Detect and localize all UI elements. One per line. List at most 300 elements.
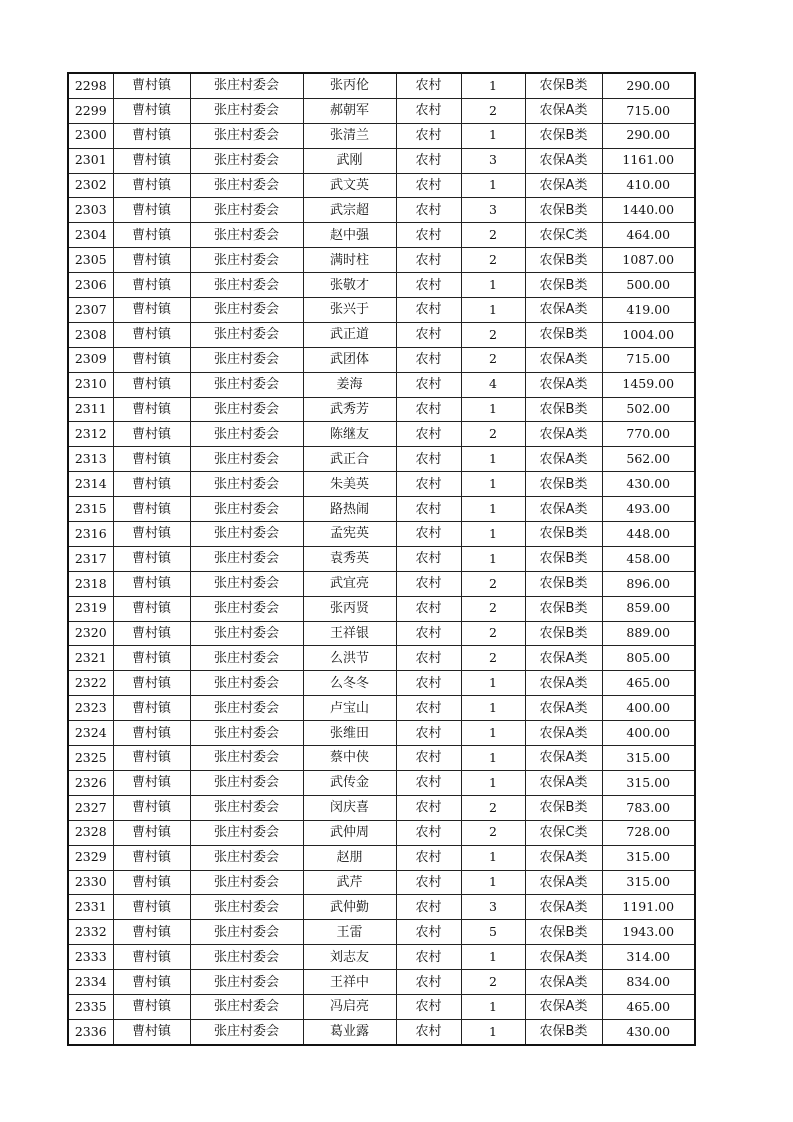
town-cell: 曹村镇 — [113, 497, 190, 522]
town-cell: 曹村镇 — [113, 123, 190, 148]
row-number-cell: 2317 — [68, 546, 113, 571]
insurance-category-cell: 农保A类 — [525, 895, 602, 920]
person-count-cell: 2 — [461, 571, 525, 596]
village-committee-cell: 张庄村委会 — [190, 98, 303, 123]
village-committee-cell: 张庄村委会 — [190, 73, 303, 98]
name-cell: 郝朝军 — [303, 98, 396, 123]
household-type-cell: 农村 — [396, 148, 461, 173]
person-count-cell: 3 — [461, 895, 525, 920]
table-row — [68, 671, 695, 696]
amount-cell: 419.00 — [602, 298, 695, 323]
insurance-category-cell: 农保B类 — [525, 273, 602, 298]
village-committee-cell: 张庄村委会 — [190, 646, 303, 671]
person-count-cell: 1 — [461, 397, 525, 422]
row-number-cell: 2325 — [68, 746, 113, 771]
town-cell: 曹村镇 — [113, 98, 190, 123]
village-committee-cell: 张庄村委会 — [190, 721, 303, 746]
village-committee-cell: 张庄村委会 — [190, 546, 303, 571]
table-row — [68, 372, 695, 397]
name-cell: 武宗超 — [303, 198, 396, 223]
row-number-cell: 2308 — [68, 322, 113, 347]
village-committee-cell: 张庄村委会 — [190, 447, 303, 472]
person-count-cell: 4 — [461, 372, 525, 397]
amount-cell: 1440.00 — [602, 198, 695, 223]
household-type-cell: 农村 — [396, 497, 461, 522]
row-number-cell: 2336 — [68, 1019, 113, 1044]
row-number-cell: 2303 — [68, 198, 113, 223]
table-row — [68, 895, 695, 920]
name-cell: 武秀芳 — [303, 397, 396, 422]
amount-cell: 448.00 — [602, 522, 695, 547]
insurance-category-cell: 农保A类 — [525, 372, 602, 397]
household-type-cell: 农村 — [396, 820, 461, 845]
table-row — [68, 870, 695, 895]
name-cell: 么冬冬 — [303, 671, 396, 696]
name-cell: 张丙伦 — [303, 73, 396, 98]
person-count-cell: 1 — [461, 770, 525, 795]
village-committee-cell: 张庄村委会 — [190, 795, 303, 820]
insurance-category-cell: 农保A类 — [525, 845, 602, 870]
town-cell: 曹村镇 — [113, 696, 190, 721]
household-type-cell: 农村 — [396, 845, 461, 870]
person-count-cell: 1 — [461, 994, 525, 1019]
household-type-cell: 农村 — [396, 173, 461, 198]
amount-cell: 1004.00 — [602, 322, 695, 347]
person-count-cell: 2 — [461, 646, 525, 671]
amount-cell: 290.00 — [602, 123, 695, 148]
table-row — [68, 347, 695, 372]
village-committee-cell: 张庄村委会 — [190, 1019, 303, 1044]
household-type-cell: 农村 — [396, 596, 461, 621]
insurance-category-cell: 农保B类 — [525, 73, 602, 98]
name-cell: 武团体 — [303, 347, 396, 372]
name-cell: 闵庆喜 — [303, 795, 396, 820]
row-number-cell: 2330 — [68, 870, 113, 895]
insurance-category-cell: 农保A类 — [525, 422, 602, 447]
name-cell: 冯启亮 — [303, 994, 396, 1019]
person-count-cell: 1 — [461, 298, 525, 323]
person-count-cell: 2 — [461, 98, 525, 123]
table-row — [68, 820, 695, 845]
row-number-cell: 2299 — [68, 98, 113, 123]
amount-cell: 502.00 — [602, 397, 695, 422]
village-committee-cell: 张庄村委会 — [190, 970, 303, 995]
town-cell: 曹村镇 — [113, 372, 190, 397]
village-committee-cell: 张庄村委会 — [190, 845, 303, 870]
row-number-cell: 2298 — [68, 73, 113, 98]
person-count-cell: 1 — [461, 73, 525, 98]
table-row — [68, 397, 695, 422]
person-count-cell: 3 — [461, 198, 525, 223]
insurance-category-cell: 农保A类 — [525, 970, 602, 995]
row-number-cell: 2321 — [68, 646, 113, 671]
name-cell: 满时柱 — [303, 248, 396, 273]
name-cell: 张清兰 — [303, 123, 396, 148]
town-cell: 曹村镇 — [113, 646, 190, 671]
household-type-cell: 农村 — [396, 372, 461, 397]
row-number-cell: 2311 — [68, 397, 113, 422]
name-cell: 朱美英 — [303, 472, 396, 497]
amount-cell: 290.00 — [602, 73, 695, 98]
person-count-cell: 2 — [461, 596, 525, 621]
town-cell: 曹村镇 — [113, 546, 190, 571]
amount-cell: 783.00 — [602, 795, 695, 820]
insurance-category-cell: 农保B类 — [525, 546, 602, 571]
town-cell: 曹村镇 — [113, 621, 190, 646]
town-cell: 曹村镇 — [113, 795, 190, 820]
row-number-cell: 2305 — [68, 248, 113, 273]
village-committee-cell: 张庄村委会 — [190, 372, 303, 397]
row-number-cell: 2326 — [68, 770, 113, 795]
household-type-cell: 农村 — [396, 472, 461, 497]
name-cell: 武仲周 — [303, 820, 396, 845]
records-table — [67, 72, 696, 1046]
name-cell: 王祥中 — [303, 970, 396, 995]
household-type-cell: 农村 — [396, 98, 461, 123]
table-row — [68, 472, 695, 497]
town-cell: 曹村镇 — [113, 148, 190, 173]
insurance-category-cell: 农保A类 — [525, 870, 602, 895]
name-cell: 武芹 — [303, 870, 396, 895]
household-type-cell: 农村 — [396, 870, 461, 895]
insurance-category-cell: 农保A类 — [525, 770, 602, 795]
amount-cell: 315.00 — [602, 870, 695, 895]
household-type-cell: 农村 — [396, 571, 461, 596]
town-cell: 曹村镇 — [113, 920, 190, 945]
insurance-category-cell: 农保A类 — [525, 148, 602, 173]
name-cell: 武正道 — [303, 322, 396, 347]
row-number-cell: 2318 — [68, 571, 113, 596]
amount-cell: 562.00 — [602, 447, 695, 472]
amount-cell: 1943.00 — [602, 920, 695, 945]
household-type-cell: 农村 — [396, 770, 461, 795]
person-count-cell: 1 — [461, 173, 525, 198]
person-count-cell: 1 — [461, 522, 525, 547]
amount-cell: 834.00 — [602, 970, 695, 995]
household-type-cell: 农村 — [396, 198, 461, 223]
amount-cell: 1459.00 — [602, 372, 695, 397]
village-committee-cell: 张庄村委会 — [190, 123, 303, 148]
insurance-category-cell: 农保C类 — [525, 223, 602, 248]
person-count-cell: 2 — [461, 347, 525, 372]
village-committee-cell: 张庄村委会 — [190, 422, 303, 447]
person-count-cell: 1 — [461, 671, 525, 696]
household-type-cell: 农村 — [396, 273, 461, 298]
village-committee-cell: 张庄村委会 — [190, 994, 303, 1019]
insurance-category-cell: 农保A类 — [525, 994, 602, 1019]
table-row — [68, 845, 695, 870]
household-type-cell: 农村 — [396, 895, 461, 920]
table-row — [68, 273, 695, 298]
town-cell: 曹村镇 — [113, 447, 190, 472]
amount-cell: 500.00 — [602, 273, 695, 298]
table-row — [68, 721, 695, 746]
name-cell: 王雷 — [303, 920, 396, 945]
insurance-category-cell: 农保A类 — [525, 98, 602, 123]
town-cell: 曹村镇 — [113, 248, 190, 273]
person-count-cell: 1 — [461, 447, 525, 472]
insurance-category-cell: 农保B类 — [525, 1019, 602, 1044]
row-number-cell: 2316 — [68, 522, 113, 547]
insurance-category-cell: 农保B类 — [525, 322, 602, 347]
row-number-cell: 2320 — [68, 621, 113, 646]
town-cell: 曹村镇 — [113, 273, 190, 298]
insurance-category-cell: 农保B类 — [525, 248, 602, 273]
row-number-cell: 2302 — [68, 173, 113, 198]
village-committee-cell: 张庄村委会 — [190, 497, 303, 522]
amount-cell: 1191.00 — [602, 895, 695, 920]
village-committee-cell: 张庄村委会 — [190, 397, 303, 422]
person-count-cell: 1 — [461, 945, 525, 970]
amount-cell: 430.00 — [602, 472, 695, 497]
household-type-cell: 农村 — [396, 646, 461, 671]
person-count-cell: 1 — [461, 123, 525, 148]
town-cell: 曹村镇 — [113, 397, 190, 422]
household-type-cell: 农村 — [396, 970, 461, 995]
village-committee-cell: 张庄村委会 — [190, 696, 303, 721]
table-row — [68, 223, 695, 248]
village-committee-cell: 张庄村委会 — [190, 273, 303, 298]
household-type-cell: 农村 — [396, 347, 461, 372]
table-row — [68, 497, 695, 522]
row-number-cell: 2306 — [68, 273, 113, 298]
village-committee-cell: 张庄村委会 — [190, 671, 303, 696]
household-type-cell: 农村 — [396, 397, 461, 422]
town-cell: 曹村镇 — [113, 422, 190, 447]
household-type-cell: 农村 — [396, 721, 461, 746]
person-count-cell: 1 — [461, 497, 525, 522]
town-cell: 曹村镇 — [113, 1019, 190, 1044]
village-committee-cell: 张庄村委会 — [190, 746, 303, 771]
table-row — [68, 98, 695, 123]
row-number-cell: 2324 — [68, 721, 113, 746]
town-cell: 曹村镇 — [113, 472, 190, 497]
name-cell: 张兴于 — [303, 298, 396, 323]
person-count-cell: 1 — [461, 870, 525, 895]
table-row — [68, 173, 695, 198]
insurance-category-cell: 农保B类 — [525, 621, 602, 646]
amount-cell: 400.00 — [602, 696, 695, 721]
person-count-cell: 2 — [461, 248, 525, 273]
table-row — [68, 945, 695, 970]
town-cell: 曹村镇 — [113, 895, 190, 920]
row-number-cell: 2334 — [68, 970, 113, 995]
village-committee-cell: 张庄村委会 — [190, 148, 303, 173]
household-type-cell: 农村 — [396, 298, 461, 323]
person-count-cell: 3 — [461, 148, 525, 173]
village-committee-cell: 张庄村委会 — [190, 920, 303, 945]
name-cell: 武传金 — [303, 770, 396, 795]
table-row — [68, 571, 695, 596]
village-committee-cell: 张庄村委会 — [190, 198, 303, 223]
name-cell: 赵朋 — [303, 845, 396, 870]
household-type-cell: 农村 — [396, 73, 461, 98]
row-number-cell: 2335 — [68, 994, 113, 1019]
row-number-cell: 2314 — [68, 472, 113, 497]
name-cell: 葛业露 — [303, 1019, 396, 1044]
household-type-cell: 农村 — [396, 994, 461, 1019]
table-row — [68, 596, 695, 621]
village-committee-cell: 张庄村委会 — [190, 248, 303, 273]
row-number-cell: 2327 — [68, 795, 113, 820]
village-committee-cell: 张庄村委会 — [190, 870, 303, 895]
name-cell: 姜海 — [303, 372, 396, 397]
insurance-category-cell: 农保A类 — [525, 497, 602, 522]
name-cell: 武仲勤 — [303, 895, 396, 920]
insurance-category-cell: 农保B类 — [525, 397, 602, 422]
row-number-cell: 2313 — [68, 447, 113, 472]
insurance-category-cell: 农保A类 — [525, 173, 602, 198]
village-committee-cell: 张庄村委会 — [190, 621, 303, 646]
insurance-category-cell: 农保A类 — [525, 347, 602, 372]
amount-cell: 859.00 — [602, 596, 695, 621]
table-row — [68, 73, 695, 98]
town-cell: 曹村镇 — [113, 571, 190, 596]
amount-cell: 805.00 — [602, 646, 695, 671]
household-type-cell: 农村 — [396, 522, 461, 547]
table-row — [68, 994, 695, 1019]
table-row — [68, 298, 695, 323]
name-cell: 武宜亮 — [303, 571, 396, 596]
amount-cell: 715.00 — [602, 98, 695, 123]
person-count-cell: 2 — [461, 422, 525, 447]
village-committee-cell: 张庄村委会 — [190, 596, 303, 621]
person-count-cell: 2 — [461, 970, 525, 995]
insurance-category-cell: 农保A类 — [525, 447, 602, 472]
table-row — [68, 770, 695, 795]
town-cell: 曹村镇 — [113, 770, 190, 795]
household-type-cell: 农村 — [396, 123, 461, 148]
table-row — [68, 522, 695, 547]
name-cell: 王祥银 — [303, 621, 396, 646]
household-type-cell: 农村 — [396, 746, 461, 771]
table-row — [68, 746, 695, 771]
table-body — [68, 73, 695, 1045]
village-committee-cell: 张庄村委会 — [190, 322, 303, 347]
amount-cell: 400.00 — [602, 721, 695, 746]
town-cell: 曹村镇 — [113, 746, 190, 771]
table-row — [68, 148, 695, 173]
row-number-cell: 2332 — [68, 920, 113, 945]
insurance-category-cell: 农保A类 — [525, 298, 602, 323]
village-committee-cell: 张庄村委会 — [190, 173, 303, 198]
amount-cell: 410.00 — [602, 173, 695, 198]
insurance-category-cell: 农保C类 — [525, 820, 602, 845]
town-cell: 曹村镇 — [113, 298, 190, 323]
insurance-category-cell: 农保A类 — [525, 646, 602, 671]
village-committee-cell: 张庄村委会 — [190, 770, 303, 795]
town-cell: 曹村镇 — [113, 870, 190, 895]
town-cell: 曹村镇 — [113, 845, 190, 870]
amount-cell: 315.00 — [602, 770, 695, 795]
amount-cell: 770.00 — [602, 422, 695, 447]
town-cell: 曹村镇 — [113, 721, 190, 746]
village-committee-cell: 张庄村委会 — [190, 571, 303, 596]
insurance-category-cell: 农保B类 — [525, 123, 602, 148]
insurance-category-cell: 农保A类 — [525, 671, 602, 696]
insurance-category-cell: 农保B类 — [525, 571, 602, 596]
town-cell: 曹村镇 — [113, 73, 190, 98]
village-committee-cell: 张庄村委会 — [190, 820, 303, 845]
household-type-cell: 农村 — [396, 1019, 461, 1044]
amount-cell: 464.00 — [602, 223, 695, 248]
household-type-cell: 农村 — [396, 795, 461, 820]
name-cell: 武文英 — [303, 173, 396, 198]
household-type-cell: 农村 — [396, 447, 461, 472]
row-number-cell: 2333 — [68, 945, 113, 970]
row-number-cell: 2319 — [68, 596, 113, 621]
name-cell: 蔡中侠 — [303, 746, 396, 771]
name-cell: 张敬才 — [303, 273, 396, 298]
household-type-cell: 农村 — [396, 322, 461, 347]
name-cell: 张丙贤 — [303, 596, 396, 621]
amount-cell: 493.00 — [602, 497, 695, 522]
table-row — [68, 422, 695, 447]
town-cell: 曹村镇 — [113, 671, 190, 696]
person-count-cell: 1 — [461, 273, 525, 298]
row-number-cell: 2301 — [68, 148, 113, 173]
town-cell: 曹村镇 — [113, 322, 190, 347]
insurance-category-cell: 农保A类 — [525, 721, 602, 746]
person-count-cell: 1 — [461, 1019, 525, 1044]
household-type-cell: 农村 — [396, 223, 461, 248]
table-row — [68, 546, 695, 571]
village-committee-cell: 张庄村委会 — [190, 298, 303, 323]
table-row — [68, 795, 695, 820]
village-committee-cell: 张庄村委会 — [190, 347, 303, 372]
village-committee-cell: 张庄村委会 — [190, 895, 303, 920]
table-row — [68, 447, 695, 472]
person-count-cell: 1 — [461, 746, 525, 771]
insurance-category-cell: 农保A类 — [525, 945, 602, 970]
amount-cell: 465.00 — [602, 671, 695, 696]
row-number-cell: 2331 — [68, 895, 113, 920]
insurance-category-cell: 农保B类 — [525, 920, 602, 945]
town-cell: 曹村镇 — [113, 596, 190, 621]
amount-cell: 1161.00 — [602, 148, 695, 173]
name-cell: 袁秀英 — [303, 546, 396, 571]
table-row — [68, 646, 695, 671]
town-cell: 曹村镇 — [113, 945, 190, 970]
row-number-cell: 2312 — [68, 422, 113, 447]
amount-cell: 430.00 — [602, 1019, 695, 1044]
table-row — [68, 970, 695, 995]
amount-cell: 1087.00 — [602, 248, 695, 273]
town-cell: 曹村镇 — [113, 994, 190, 1019]
table-row — [68, 920, 695, 945]
insurance-category-cell: 农保B类 — [525, 596, 602, 621]
person-count-cell: 2 — [461, 621, 525, 646]
person-count-cell: 1 — [461, 696, 525, 721]
household-type-cell: 农村 — [396, 546, 461, 571]
town-cell: 曹村镇 — [113, 173, 190, 198]
household-type-cell: 农村 — [396, 248, 461, 273]
person-count-cell: 2 — [461, 820, 525, 845]
town-cell: 曹村镇 — [113, 198, 190, 223]
person-count-cell: 2 — [461, 322, 525, 347]
name-cell: 赵中强 — [303, 223, 396, 248]
row-number-cell: 2328 — [68, 820, 113, 845]
person-count-cell: 2 — [461, 795, 525, 820]
row-number-cell: 2322 — [68, 671, 113, 696]
table-row — [68, 621, 695, 646]
table-row — [68, 696, 695, 721]
row-number-cell: 2315 — [68, 497, 113, 522]
amount-cell: 458.00 — [602, 546, 695, 571]
person-count-cell: 1 — [461, 845, 525, 870]
name-cell: 张维田 — [303, 721, 396, 746]
row-number-cell: 2307 — [68, 298, 113, 323]
